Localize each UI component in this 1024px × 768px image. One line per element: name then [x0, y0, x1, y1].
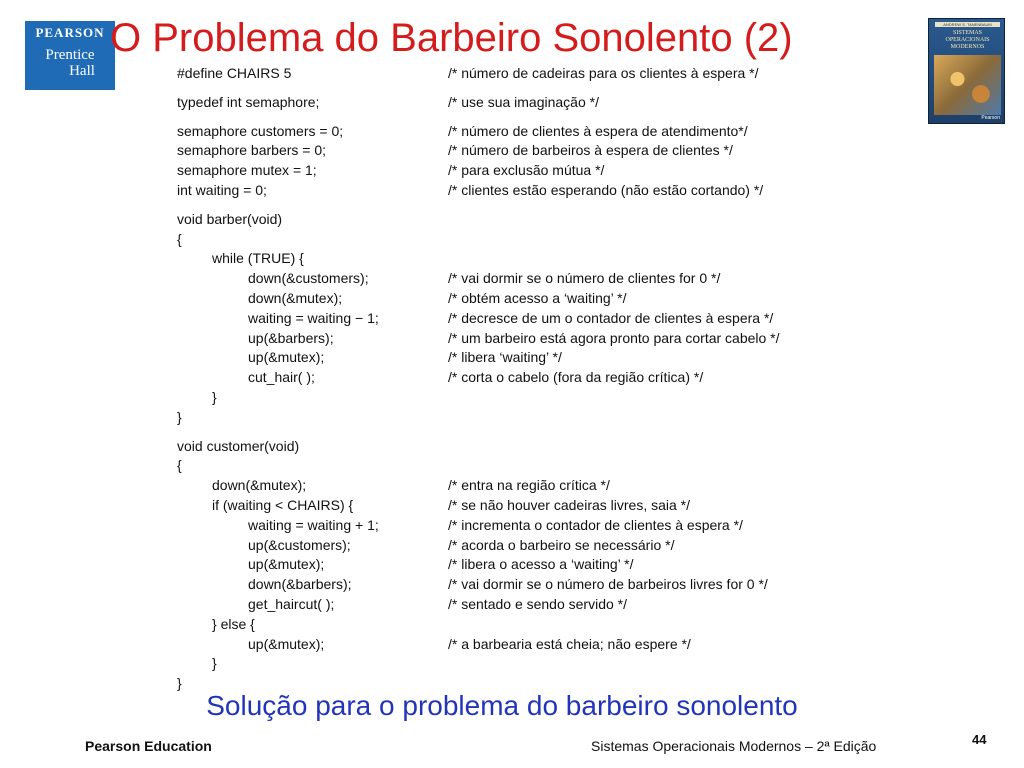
book-title-line1: SISTEMAS — [952, 30, 982, 36]
book-author: ANDREW S. TANENBAUM — [935, 22, 1000, 27]
logo-line2: Hall — [69, 63, 95, 79]
logo-prentice-hall-text — [45, 47, 95, 79]
page-number: 44 — [972, 732, 987, 747]
book-title-line2: OPERACIONAIS — [945, 37, 990, 43]
book-cover-art — [934, 55, 1001, 115]
logo-line1: Prentice — [45, 47, 95, 63]
book-publisher: Pearson — [981, 115, 1000, 121]
pearson-prentice-hall-logo — [25, 21, 115, 90]
slide-caption: Solução para o problema do barbeiro sonolento — [206, 690, 798, 721]
footer-publisher: Pearson Education — [85, 738, 212, 754]
book-title — [933, 30, 1002, 51]
book-title-line3: MODERNOS — [950, 44, 985, 50]
logo-pearson-text: PEARSON — [35, 25, 105, 40]
slide-title: O Problema do Barbeiro Sonolento (2) — [110, 16, 793, 60]
footer-book-title: Sistemas Operacionais Modernos – 2ª Edição — [591, 738, 877, 754]
book-cover-image — [928, 18, 1005, 124]
